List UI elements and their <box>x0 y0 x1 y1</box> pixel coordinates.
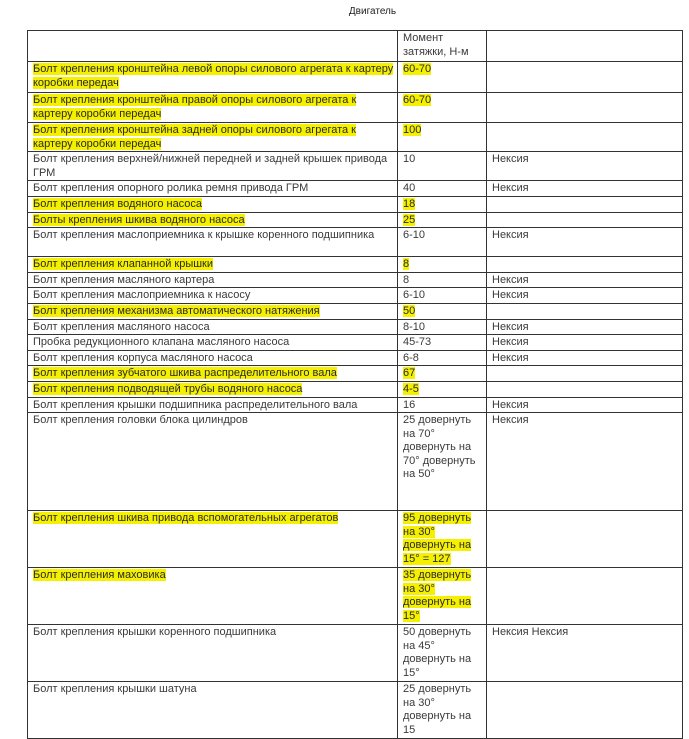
table-row <box>28 366 683 382</box>
cell-part-name: Болт крепления кронштейна левой опоры силового агрегата к картеру коробки передач <box>33 63 394 89</box>
cell-part-name: Болт крепления опорного ролика ремня привода ГРМ <box>33 182 309 195</box>
cell-part-name: Болт крепления механизма автоматического натяжения <box>33 304 320 317</box>
cell-part-name: Болт крепления масляного картера <box>33 273 215 286</box>
cell-note: Нексия <box>492 320 529 333</box>
cell-note: Нексия <box>492 273 529 286</box>
table-row <box>28 93 683 123</box>
cell-torque: 60-70 <box>403 63 432 75</box>
cell-part-name: Болт крепления клапанной крышки <box>33 258 214 271</box>
cell-part-name: Болт крепления водяного насоса <box>33 197 203 210</box>
header-cell-note <box>487 31 683 62</box>
table-header-row <box>28 31 683 62</box>
table-row <box>28 212 683 228</box>
cell-torque: 8-10 <box>403 320 426 333</box>
page-title: Двигатель <box>348 6 397 17</box>
cell-part-name: Пробка редукционного клапана масляного насоса <box>33 336 290 349</box>
header-cell-name <box>28 31 398 62</box>
cell-torque: 67 <box>403 367 416 380</box>
cell-note: Нексия <box>492 398 529 411</box>
cell-note: Нексия Нексия <box>492 626 569 639</box>
cell-torque: 50 <box>403 304 416 317</box>
torque-table <box>27 30 683 739</box>
table-row <box>28 625 683 682</box>
cell-torque: 100 <box>403 124 422 136</box>
table-row <box>28 397 683 413</box>
cell-torque: 25 <box>403 213 416 226</box>
cell-torque: 6-10 <box>403 289 426 302</box>
cell-part-name: Болт крепления кронштейна правой опоры силового агрегата к картеру коробки передач <box>33 94 357 120</box>
cell-torque: 45-73 <box>403 336 432 349</box>
cell-torque: 10 <box>403 153 416 166</box>
table-row <box>28 123 683 152</box>
table-row <box>28 257 683 273</box>
cell-note: Нексия <box>492 336 529 349</box>
cell-note: Нексия <box>492 351 529 364</box>
table-row <box>28 62 683 93</box>
table-row <box>28 335 683 351</box>
table-row <box>28 181 683 197</box>
table-row <box>28 196 683 212</box>
cell-torque: 16 <box>403 398 416 411</box>
table-row <box>28 272 683 288</box>
cell-part-name: Болты крепления шкива водяного насоса <box>33 213 245 226</box>
cell-part-name: Болт крепления верхней/нижней передней и задней крышек привода ГРМ <box>33 153 388 179</box>
cell-part-name: Болт крепления корпуса масляного насоса <box>33 351 253 364</box>
cell-note: Нексия <box>492 414 529 427</box>
cell-torque: 95 довернуть на 30° довернуть на 15° = 127 <box>403 512 472 565</box>
cell-note: Нексия <box>492 289 529 302</box>
cell-part-name: Болт крепления зубчатого шкива распределительного вала <box>33 367 337 380</box>
cell-torque: 8 <box>403 258 410 271</box>
cell-note: Нексия <box>492 229 529 242</box>
cell-part-name: Болт крепления крышки шатуна <box>33 683 197 696</box>
table-row <box>28 152 683 181</box>
cell-torque: 6-10 <box>403 229 426 242</box>
cell-torque: 40 <box>403 182 416 195</box>
cell-torque: 4-5 <box>403 382 419 395</box>
table-row <box>28 568 683 625</box>
cell-part-name: Болт крепления маховика <box>33 569 166 582</box>
cell-part-name: Болт крепления масляного насоса <box>33 320 210 333</box>
table-row <box>28 682 683 739</box>
cell-torque: 6-8 <box>403 351 419 364</box>
table-row <box>28 413 683 511</box>
cell-torque: 18 <box>403 197 416 210</box>
table-row <box>28 381 683 397</box>
cell-torque: 60-70 <box>403 94 432 106</box>
cell-note: Нексия <box>492 153 529 166</box>
cell-torque: 25 довернуть на 70° довернуть на 70° довернуть на 50° <box>403 414 476 481</box>
cell-part-name: Болт крепления крышки подшипника распределительного вала <box>33 398 358 411</box>
cell-part-name: Болт крепления подводящей трубы водяного насоса <box>33 382 303 395</box>
cell-torque: 35 довернуть на 30° довернуть на 15° <box>403 569 472 622</box>
cell-part-name: Болт крепления кронштейна задней опоры силового агрегата к картеру коробки передач <box>33 124 356 150</box>
table-row <box>28 511 683 568</box>
cell-part-name: Болт крепления шкива привода вспомогательных агрегатов <box>33 512 339 525</box>
cell-part-name: Болт крепления крышки коренного подшипника <box>33 626 277 639</box>
cell-torque: 8 <box>403 273 410 286</box>
cell-part-name: Болт крепления маслоприемника к насосу <box>33 289 251 302</box>
table-row <box>28 319 683 335</box>
header-cell-torque: Момент затяжки, Н-м <box>398 31 487 62</box>
table-row <box>28 303 683 319</box>
cell-torque: 25 довернуть на 30° довернуть на 15 <box>403 683 472 736</box>
table-row <box>28 350 683 366</box>
cell-part-name: Болт крепления головки блока цилиндров <box>33 414 248 427</box>
cell-part-name: Болт крепления маслоприемника к крышке коренного подшипника <box>33 229 375 242</box>
cell-note: Нексия <box>492 182 529 195</box>
table-row <box>28 228 683 257</box>
table-row <box>28 288 683 304</box>
cell-torque: 50 довернуть на 45° довернуть на 15° <box>403 626 472 679</box>
